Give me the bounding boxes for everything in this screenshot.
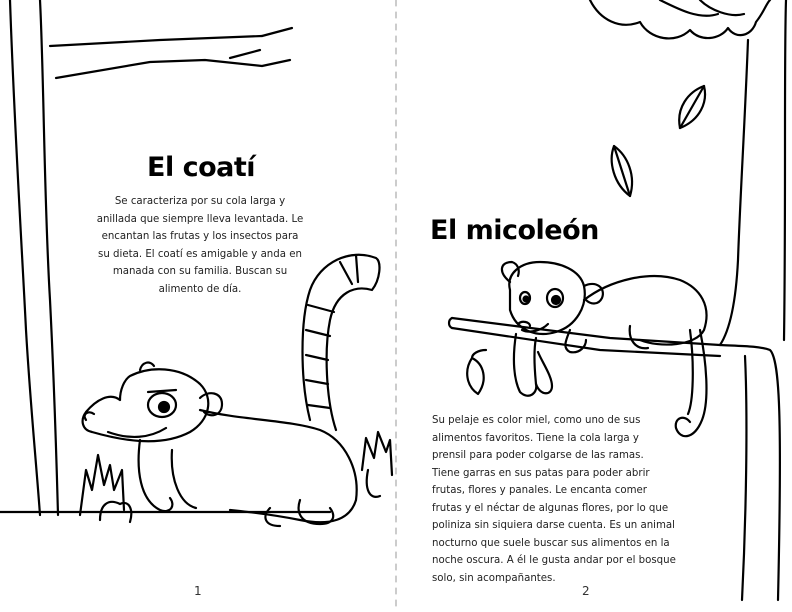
left-grass	[80, 432, 392, 522]
kinkajou-paragraph-line: Tiene garras en sus patas para poder abrir	[432, 467, 650, 479]
kinkajou-paragraph-line: prensil para poder colgarse de las ramas.	[432, 450, 644, 461]
kinkajou-paragraph-line: noche oscura. A él le gusta andar por el bosque	[432, 555, 676, 566]
coati-paragraph-line: Se caracteriza por su cola larga y	[114, 196, 286, 207]
kinkajou-paragraph-line: frutas, flores y panales. Le encanta comer	[432, 485, 647, 496]
coati-paragraph	[80, 193, 320, 298]
page-number-left: 1	[194, 584, 202, 598]
coati-paragraph-line: alimento de día.	[158, 283, 242, 295]
coati-paragraph-line: su dieta. El coatí es amigable y anda en	[98, 248, 302, 260]
coati-paragraph-line: anillada que siempre lleva levantada. Le	[96, 213, 304, 225]
kinkajou-drawing	[502, 262, 707, 436]
kinkajou-paragraph	[432, 412, 682, 587]
kinkajou-paragraph-line: Su pelaje es color miel, como uno de sus	[432, 415, 641, 426]
coati-paragraph-line: manada con su familia. Buscan su	[112, 266, 288, 277]
kinkajou-title: El micoleón	[430, 215, 599, 246]
page-number-right: 2	[582, 584, 590, 598]
kinkajou-paragraph-line: poliniza sin siquiera darse cuenta. Es un animal	[432, 520, 676, 531]
kinkajou-paragraph-line: solo, sin acompañantes.	[432, 572, 556, 584]
coati-title: El coatí	[147, 152, 256, 183]
kinkajou-paragraph-line: frutas y el néctar de algunas flores, por lo que	[432, 502, 669, 514]
kinkajou-paragraph-line: alimentos favoritos. Tiene la cola larga y	[432, 432, 639, 444]
kinkajou-paragraph-line: nocturno que suele buscar sus alimentos en la	[432, 537, 670, 549]
coati-paragraph-line: encantan las frutas y los insectos para	[101, 231, 299, 242]
